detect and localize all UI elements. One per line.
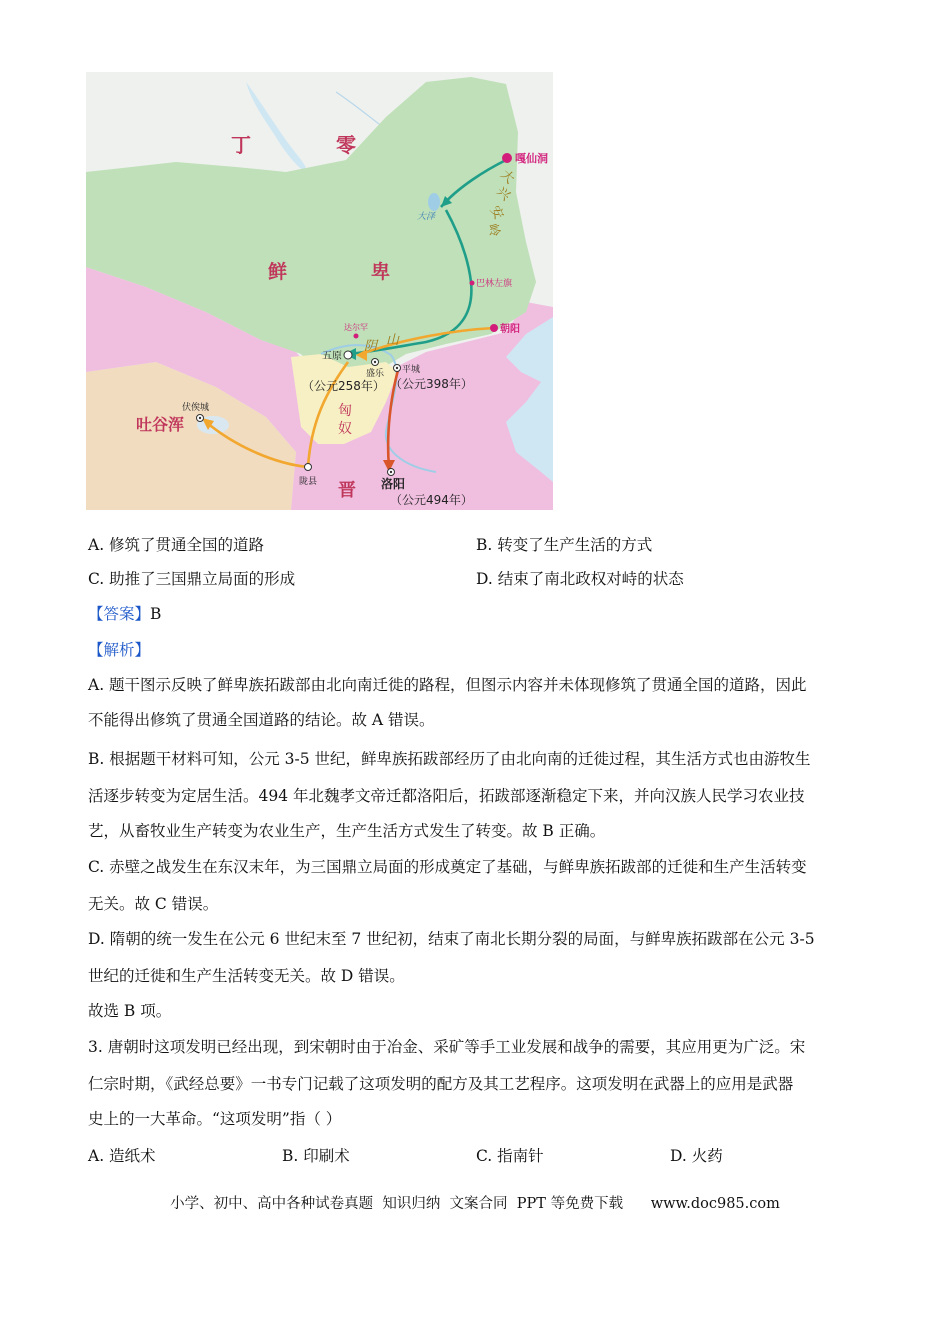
q2-option-c: C. 助推了三国鼎立局面的形成 <box>88 570 296 588</box>
label-xianbei-1: 鲜 <box>268 261 288 283</box>
migration-map <box>86 72 553 510</box>
lake-daze <box>428 193 440 211</box>
analysis-line: 无关。故 C 错误。 <box>88 895 219 913</box>
label-yinshan-2: 山 <box>386 333 400 348</box>
q3-stem-line: 仁宗时期，《武经总要》一书专门记载了这项发明的配方及其工艺程序。这项发明在武器上的应用是武器 <box>88 1075 794 1093</box>
label-dingling-1: 丁 <box>231 133 251 157</box>
marker-pingcheng-dot <box>396 367 398 369</box>
label-daxinganling-1: 大 <box>497 167 517 188</box>
marker-gaxiandong <box>502 153 512 163</box>
label-daxinganling-2: 兴 <box>493 184 513 205</box>
label-shengle: 盛乐 <box>366 369 385 379</box>
q2-option-b: B. 转变了生产生活的方式 <box>476 536 653 554</box>
analysis-line: D. 隋朝的统一发生在公元 6 世纪末至 7 世纪初，结束了南北长期分裂的局面，与鲜卑族拓跋部在公元 3-5 <box>88 930 815 948</box>
q3-option-d: D. 火药 <box>670 1147 723 1165</box>
label-daze: 大泽 <box>417 212 436 222</box>
label-tuyuhun: 吐谷浑 <box>136 415 185 434</box>
analysis-line: 活逐步转变为定居生活。494 年北魏孝文帝迁都洛阳后，拓跋部逐渐稳定下来，并向汉族人民学习农业技 <box>88 787 805 805</box>
q3-stem-line: 3. 唐朝时这项发明已经出现，到宋朝时由于冶金、采矿等手工业发展和战争的需要，其应用更为广泛。宋 <box>88 1038 806 1056</box>
q3-option-c: C. 指南针 <box>476 1147 544 1165</box>
analysis-line: C. 赤壁之战发生在东汉末年，为三国鼎立局面的形成奠定了基础，与鲜卑族拓跋部的迁徙和生产生活转变 <box>88 858 807 876</box>
analysis-line: A. 题干图示反映了鲜卑族拓跋部由北向南迁徙的路程，但图示内容并未体现修筑了贯通全国的道路，因此 <box>88 676 807 694</box>
analysis-label: 【解析】 <box>88 641 151 659</box>
label-jin: 晋 <box>338 480 356 501</box>
q2-option-a: A. 修筑了贯通全国的道路 <box>88 536 265 554</box>
marker-wuyuan <box>344 351 352 359</box>
q2-option-d: D. 结束了南北政权对峙的状态 <box>476 570 684 588</box>
label-yinshan-1: 阴 <box>364 339 378 354</box>
marker-fusicheng-dot <box>199 417 201 419</box>
label-wuyuan: 五原 <box>322 351 342 362</box>
label-luoyang: 洛阳 <box>381 477 406 491</box>
answer-label: 【答案】 <box>88 605 151 623</box>
label-pingcheng: 平城 <box>402 365 421 375</box>
label-daerhan: 达尔罕 <box>344 323 368 332</box>
label-date-258: （公元258年） <box>302 379 385 393</box>
label-xianbei-2: 卑 <box>371 261 391 283</box>
analysis-line: 艺，从畜牧业生产转变为农业生产，生产生活方式发生了转变。故 B 正确。 <box>88 822 606 840</box>
marker-luoyang-dot <box>390 471 392 473</box>
marker-shengle-dot <box>374 361 376 363</box>
label-daxinganling-3: 安 <box>486 203 507 223</box>
answer-line <box>88 604 161 624</box>
analysis-line: B. 根据题干材料可知，公元 3-5 世纪，鲜卑族拓跋部经历了由北向南的迁徙过程，其生活方式也由游牧生 <box>88 750 811 768</box>
marker-longxian <box>305 464 312 471</box>
label-xiongnu-2: 奴 <box>338 421 352 437</box>
marker-daerhan <box>354 334 359 339</box>
label-longxian: 陇县 <box>299 477 318 487</box>
marker-balinzuoqi <box>470 281 475 286</box>
q3-option-b: B. 印刷术 <box>282 1147 350 1165</box>
label-dingling-2: 零 <box>336 133 356 157</box>
marker-chaoyang <box>490 324 498 332</box>
label-date-398: （公元398年） <box>390 377 473 391</box>
q3-stem-line: 史上的一大革命。“这项发明”指（ ） <box>88 1110 342 1128</box>
label-chaoyang: 朝阳 <box>500 324 520 335</box>
analysis-line: 世纪的迁徙和生产生活转变无关。故 D 错误。 <box>88 967 405 985</box>
label-balinzuoqi: 巴林左旗 <box>476 279 513 289</box>
q3-option-a: A. 造纸术 <box>88 1147 156 1165</box>
label-date-494: （公元494年） <box>390 493 473 507</box>
page-footer: 小学、初中、高中各种试卷真题 知识归纳 文案合同 PPT 等免费下载 www.doc985.com <box>170 1196 780 1212</box>
analysis-line: 不能得出修筑了贯通全国道路的结论。故 A 错误。 <box>88 711 435 729</box>
label-xiongnu-1: 匈 <box>338 403 352 419</box>
label-fusicheng: 伏俟城 <box>182 403 210 413</box>
label-gaxiandong: 嘎仙洞 <box>515 152 548 165</box>
analysis-conclusion: 故选 B 项。 <box>88 1002 172 1020</box>
answer-value: B <box>150 605 162 623</box>
label-daxinganling-4: 岭 <box>484 222 502 239</box>
